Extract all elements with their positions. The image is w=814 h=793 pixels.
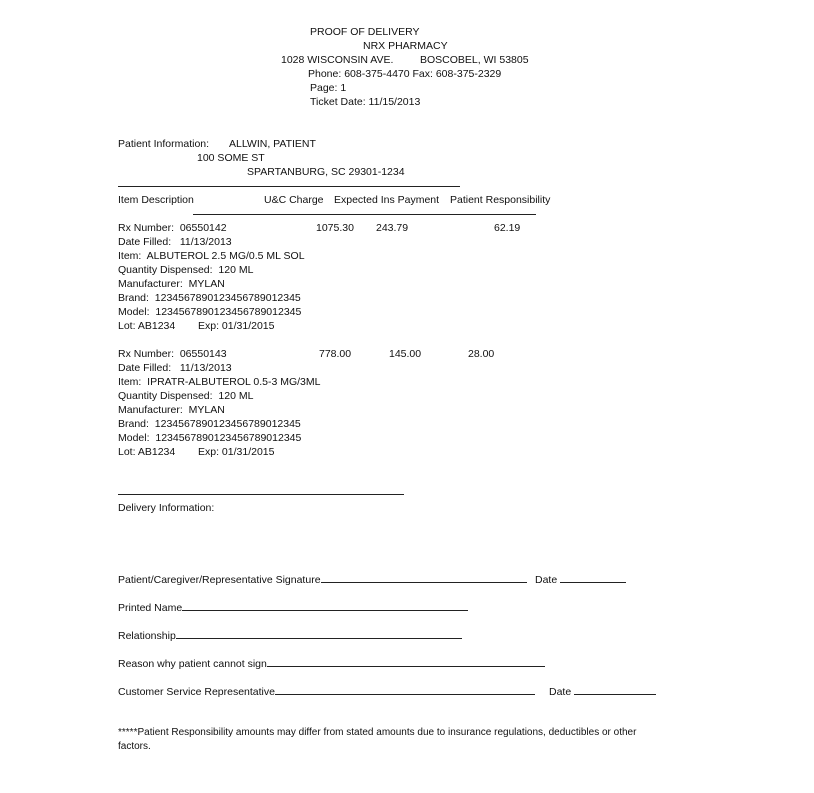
brand: Brand: 1234567890123456789012345	[118, 418, 301, 430]
printed-name-label: Printed Name	[118, 602, 183, 614]
pharmacy-street: 1028 WISCONSIN AVE.	[281, 54, 394, 66]
model: Model: 1234567890123456789012345	[118, 306, 302, 318]
footnote-line1: *****Patient Responsibility amounts may differ from stated amounts due to insurance regulations, deductibles or other	[118, 727, 637, 738]
lot-number: Lot: AB1234	[118, 446, 176, 458]
reason-field[interactable]	[118, 656, 545, 671]
item-name: Item: IPRATR-ALBUTEROL 0.5-3 MG/3ML	[118, 376, 321, 388]
patient-info-label: Patient Information:	[118, 138, 210, 150]
reason-label: Reason why patient cannot sign	[118, 658, 267, 670]
date-field[interactable]	[535, 572, 626, 587]
item-name: Item: ALBUTEROL 2.5 MG/0.5 ML SOL	[118, 250, 305, 262]
pharmacy-name: NRX PHARMACY	[363, 40, 448, 52]
relationship-label: Relationship	[118, 630, 176, 642]
printed-name-line[interactable]	[182, 600, 468, 611]
csr-label: Customer Service Representative	[118, 686, 275, 698]
col-expected-ins-payment: Expected Ins Payment	[334, 194, 440, 206]
col-patient-responsibility: Patient Responsibility	[450, 194, 551, 206]
quantity-dispensed: Quantity Dispensed: 120 ML	[118, 390, 254, 402]
delivery-info-label: Delivery Information:	[118, 502, 215, 514]
divider	[118, 494, 404, 495]
printed-name-field[interactable]	[118, 600, 468, 615]
footnote-line2: factors.	[118, 741, 151, 752]
col-uc-charge: U&C Charge	[264, 194, 324, 206]
page-number: Page: 1	[310, 82, 347, 94]
brand: Brand: 1234567890123456789012345	[118, 292, 301, 304]
document-title: PROOF OF DELIVERY	[310, 26, 420, 38]
rx-number: Rx Number: 06550143	[118, 348, 227, 360]
ticket-date: Ticket Date: 11/15/2013	[310, 96, 421, 108]
date-filled: Date Filled: 11/13/2013	[118, 362, 232, 374]
lot-number: Lot: AB1234	[118, 320, 176, 332]
csr-date-field[interactable]	[549, 684, 656, 699]
model: Model: 1234567890123456789012345	[118, 432, 302, 444]
signature-label: Patient/Caregiver/Representative Signature	[118, 574, 321, 586]
pharmacy-city: BOSCOBEL, WI 53805	[420, 54, 529, 66]
relationship-line[interactable]	[176, 628, 462, 639]
divider	[118, 186, 460, 187]
patient-name: ALLWIN, PATIENT	[229, 138, 316, 150]
expiration-date: Exp: 01/31/2015	[198, 446, 275, 458]
manufacturer: Manufacturer: MYLAN	[118, 278, 225, 290]
date-label: Date	[535, 574, 558, 586]
pharmacy-phone: Phone: 608-375-4470 Fax: 608-375-2329	[308, 68, 502, 80]
quantity-dispensed: Quantity Dispensed: 120 ML	[118, 264, 254, 276]
csr-date-line[interactable]	[574, 684, 656, 695]
patient-address-line2: SPARTANBURG, SC 29301-1234	[247, 166, 405, 178]
manufacturer: Manufacturer: MYLAN	[118, 404, 225, 416]
ins-payment-value: 243.79	[376, 222, 409, 234]
patient-address-line1: 100 SOME ST	[197, 152, 265, 164]
uc-charge-value: 1075.30	[316, 222, 354, 234]
relationship-field[interactable]	[118, 628, 462, 643]
csr-date-label: Date	[549, 686, 572, 698]
date-filled: Date Filled: 11/13/2013	[118, 236, 232, 248]
divider	[193, 214, 536, 215]
signature-line[interactable]	[321, 572, 527, 583]
date-line[interactable]	[560, 572, 626, 583]
patient-responsibility-value: 62.19	[494, 222, 521, 234]
rx-number: Rx Number: 06550142	[118, 222, 227, 234]
reason-line[interactable]	[267, 656, 545, 667]
patient-responsibility-value: 28.00	[468, 348, 495, 360]
col-item-description: Item Description	[118, 194, 194, 206]
uc-charge-value: 778.00	[319, 348, 352, 360]
signature-field[interactable]	[118, 572, 527, 587]
ins-payment-value: 145.00	[389, 348, 422, 360]
csr-line[interactable]	[275, 684, 535, 695]
expiration-date: Exp: 01/31/2015	[198, 320, 275, 332]
csr-field[interactable]	[118, 684, 535, 699]
